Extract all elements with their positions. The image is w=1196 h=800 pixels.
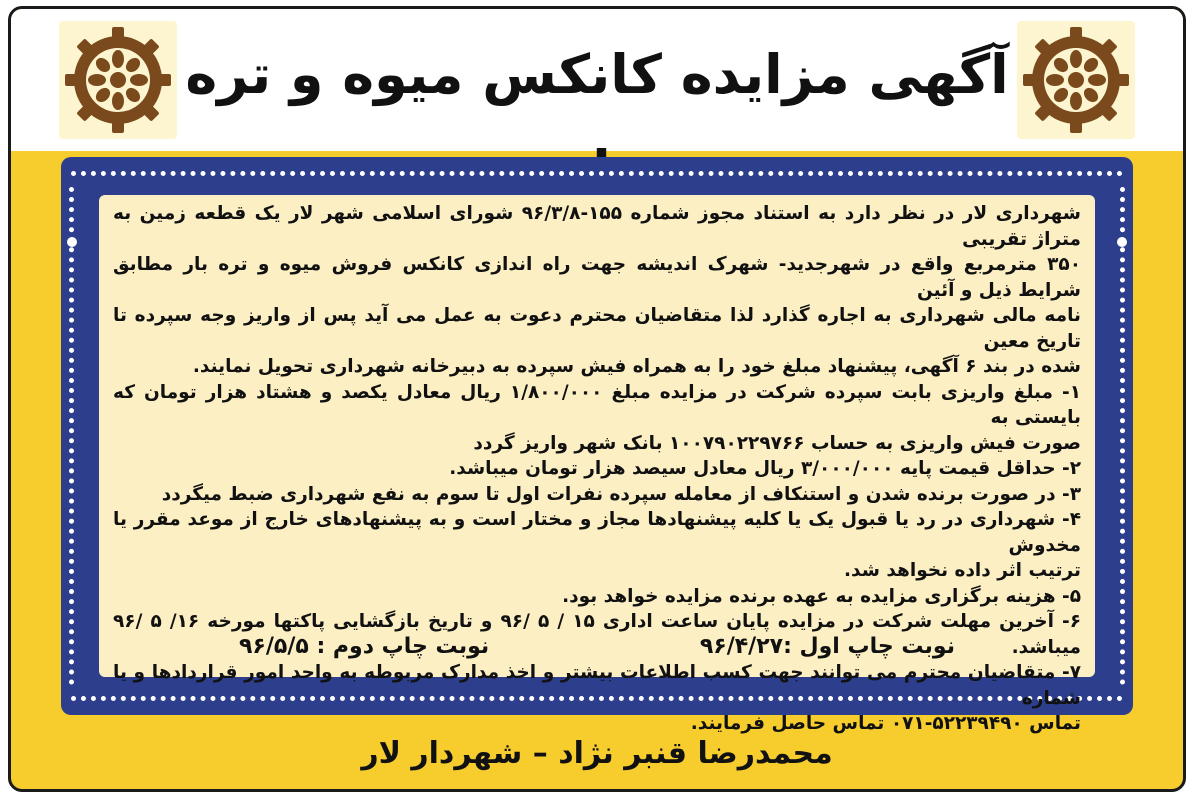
print-dates xyxy=(239,627,955,667)
ad-body xyxy=(99,195,1095,734)
ring-dot xyxy=(67,237,77,247)
condition-line: ۷- متقاضیان محترم می توانند جهت کسب اطلاعات بیشتر و اخذ مدارک مربوطه به واحد امور قراردادها و یا شماره xyxy=(113,662,1081,709)
condition-line: ۳- در صورت برنده شدن و استنکاف از معامله سپرده نفرات اول تا سوم به نفع شهرداری ضبط میگردد xyxy=(161,483,1081,505)
ad-frame xyxy=(8,6,1186,792)
intro-line: شهرداری لار در نظر دارد به استناد مجوز شماره ۱۵۵-۹۶/۳/۸ شورای اسلامی شهر لار یک قطعه زمین به متراژ تقریبی xyxy=(113,203,1081,250)
dotted-border-top xyxy=(71,171,1123,176)
print-first-date: نوبت چاپ اول :۹۶/۴/۲۷ xyxy=(699,634,955,659)
dotted-border-right xyxy=(1120,187,1125,685)
condition-line: ۴- شهرداری در رد یا قبول یک یا کلیه پیشنهادها مجاز و مختار است و به پیشنهادهای خارج از موعد مقرر یا مخدوش xyxy=(113,509,1081,556)
intro-line: شده در بند ۶ آگهی، پیشنهاد مبلغ خود را به همراه فیش سپرده به دبیرخانه شهرداری تحویل نمایند. xyxy=(192,356,1081,377)
ring-dot xyxy=(1117,237,1127,247)
intro-line: نامه مالی شهرداری به اجاره گذارد لذا متقاضیان محترم دعوت به عمل می آید پس از واریز وجه سپرده تا تاریخ معین xyxy=(113,305,1081,352)
municipality-emblem-icon xyxy=(59,21,177,139)
condition-line: ۲- حداقل قیمت پایه ۳/۰۰۰/۰۰۰ ریال معادل سیصد هزار تومان میباشد. xyxy=(449,458,1081,479)
dotted-border-left xyxy=(69,187,74,685)
municipality-emblem-icon xyxy=(1017,21,1135,139)
print-second-date: نوبت چاپ دوم : ۹۶/۵/۵ xyxy=(239,634,490,659)
condition-line: صورت فیش واریزی به حساب ۱۰۰۷۹۰۲۲۹۷۶۶ بانک شهر واریز گردد xyxy=(473,432,1081,454)
condition-line: ۱- مبلغ واریزی بابت سپرده شرکت در مزایده مبلغ ۱/۸۰۰/۰۰۰ ریال معادل یکصد و هشتاد هزار تومان که بایستی به xyxy=(113,381,1081,428)
condition-line: تماس ۵۲۲۳۹۴۹۰-۰۷۱ تماس حاصل فرمایند. xyxy=(690,713,1081,734)
ad-header xyxy=(11,9,1183,151)
intro-line: ۳۵۰ مترمربع واقع در شهرجدید- شهرک اندیشه جهت راه اندازی کانکس فروش میوه و تره بار مطابق شرایط ذیل و آئین xyxy=(113,254,1081,301)
condition-line: ۵- هزینه برگزاری مزایده به عهده برنده مزایده خواهد بود. xyxy=(562,585,1081,607)
signature-footer: محمدرضا قنبر نژاد – شهردار لار xyxy=(361,736,833,771)
condition-line: ۶- آخرین مهلت شرکت در مزایده پایان ساعت اداری ۱۵ / ۵ /۹۶ و تاریخ بازگشایی پاکتها مورخه ۱۶/ ۵ /۹۶ میباشد. xyxy=(113,611,1082,658)
ad-title: آگهی مزایده کانکس میوه و تره xyxy=(185,43,1009,106)
condition-line: ترتیب اثر داده نخواهد شد. xyxy=(844,560,1081,581)
